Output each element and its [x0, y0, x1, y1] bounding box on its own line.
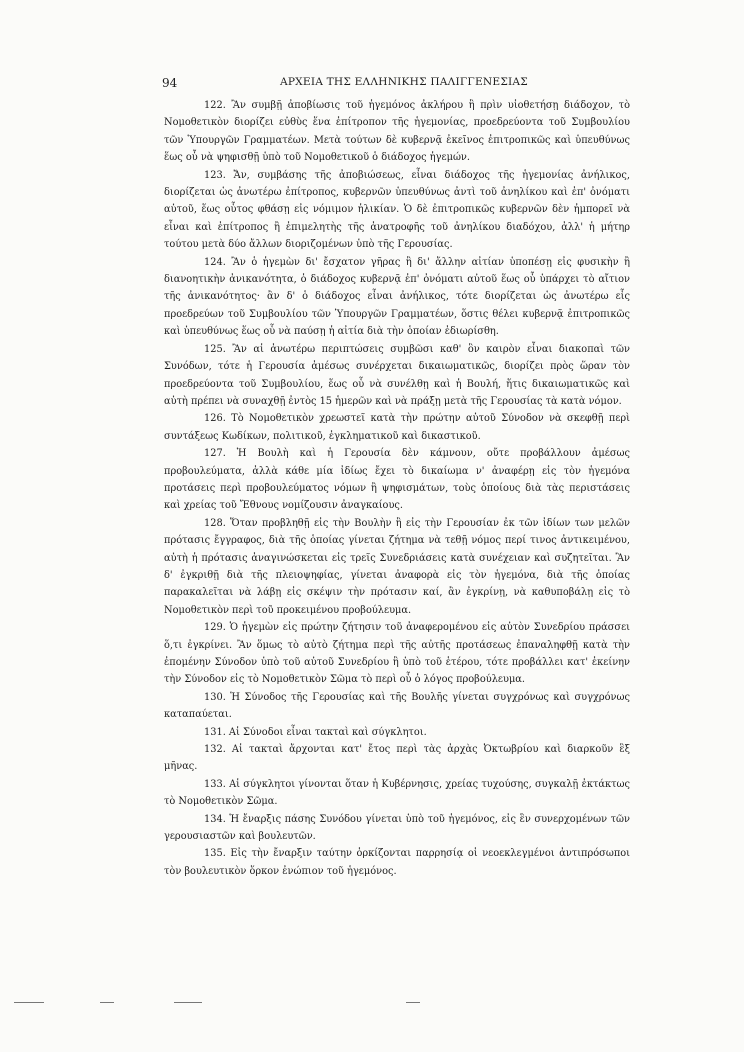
- paragraph-134: 134. Ἡ ἔναρξις πάσης Συνόδου γίνεται ὑπὸ τοῦ ἡγεμόνος, εἰς ἓν συνερχομένων τῶν γερουσιαστῶν καὶ βουλευτῶν.: [164, 813, 630, 843]
- running-title: ΑΡΧΕΙΑ ΤΗΣ ΕΛΛΗΝΙΚΗΣ ΠΑΛΙΓΓΕΝΕΣΙΑΣ: [280, 76, 528, 88]
- paragraph-126: 126. Τὸ Νομοθετικὸν χρεωστεῖ κατὰ τὴν πρώτην αὐτοῦ Σύνοδον νὰ σκεφθῇ περὶ συντάξεως Κωδίκων, πολιτικοῦ, ἐγκληματικοῦ καὶ δικαστικοῦ.: [164, 413, 630, 442]
- paragraph-123: 123. Ἄν, συμβάσης τῆς ἀποβιώσεως, εἶναι διάδοχος τῆς ἡγεμονίας ἀνήλικος, διορίζεται ὡς ἀνωτέρω ἐπίτροπος, κυβερνῶν ὑπευθύνως ἀντὶ τοῦ ἀνηλίκου καὶ ἐπ' ὀνόματι αὐτοῦ, ἕως οὗτος φθάσῃ εἰς νόμιμον ἡλικίαν. Ὁ δὲ ἐπιτροπικῶς κυβερνῶν δὲν ἠμπορεῖ νὰ εἶναι καὶ ἐπίτροπος ἢ ἐπιμελητὴς τῆς ἀνατροφῆς τοῦ ἀνηλίκου διαδόχου, ἀλλ' ἡ μήτηρ τούτου μετὰ δύο ἄλλων διοριζομένων ὑπὸ τῆς Γερουσίας.: [164, 169, 630, 251]
- paragraph-131: 131. Αἱ Σύνοδοι εἶναι τακταὶ καὶ σύγκλητοι.: [204, 726, 427, 738]
- paragraph-128: 128. Ὅταν προβληθῇ εἰς τὴν Βουλὴν ἢ εἰς τὴν Γερουσίαν ἐκ τῶν ἰδίων των μελῶν πρότασις ἔγγραφος, διὰ τῆς ὁποίας γίνεται ζήτημα νὰ τεθῇ νόμος περί τινος ἀντικειμένου, αὐτὴ ἡ πρότασις ἀναγινώσκεται εἰς τρεῖς Συνεδριάσεις κατὰ συνέχειαν καὶ συζητεῖται. Ἂν δ' ἐγκριθῇ διὰ τῆς πλειοψηφίας, γίνεται ἀναφορὰ εἰς τὸν ἡγεμόνα, διὰ τῆς ὁποίας παρακαλεῖται νὰ λάβῃ εἰς σκέψιν τὴν πρότασιν καί, ἂν ἐγκρίνῃ, νὰ καθυποβάλῃ εἰς τὸ Νομοθετικὸν περὶ τοῦ προκειμένου προβούλευμα.: [164, 517, 630, 616]
- paragraph-129: 129. Ὁ ἡγεμὼν εἰς πρώτην ζήτησιν τοῦ ἀναφερομένου εἰς αὐτὸν Συνεδρίου πράσσει ὅ,τι ἐγκρίνει. Ἂν ὅμως τὸ αὐτὸ ζήτημα περὶ τῆς αὐτῆς προτάσεως ἐπαναληφθῇ κατὰ τὴν ἐπομένην Σύνοδον ὑπὸ τοῦ αὐτοῦ Συνεδρίου ἢ ὑπὸ τοῦ ἑτέρου, τότε προβάλλει κατ' ἐκείνην τὴν Σύνοδον εἰς τὸ Νομοθετικὸν Σῶμα τὸ περὶ οὗ ὁ λόγος προβούλευμα.: [164, 622, 630, 686]
- scan-footer-marks: [0, 1002, 744, 1008]
- paragraph-135: 135. Εἰς τὴν ἔναρξιν ταύτην ὁρκίζονται παρρησίᾳ οἱ νεοεκλεγμένοι ἀντιπρόσωποι τὸν βουλευτικὸν ὅρκον ἐνώπιον τοῦ ἡγεμόνος.: [164, 848, 630, 877]
- body-text: [164, 97, 630, 880]
- paragraph-132: 132. Αἱ τακταὶ ἄρχονται κατ' ἔτος περὶ τὰς ἀρχὰς Ὀκτωβρίου καὶ διαρκοῦν ἓξ μῆνας.: [164, 744, 630, 773]
- page-header: [162, 76, 630, 94]
- paragraph-122: 122. Ἂν συμβῇ ἀποβίωσις τοῦ ἡγεμόνος ἀκλήρου ἢ πρὶν υἱοθετήσῃ διάδοχον, τὸ Νομοθετικὸν διορίζει εὐθὺς ἕνα ἐπίτροπον τῆς ἡγεμονίας, προεδρεύοντα τοῦ Συμβουλίου τῶν Ὑπουργῶν Γραμματέων. Μετὰ τούτων δὲ κυβερνᾷ ἐκεῖνος ἐπιτροπικῶς καὶ ὑπευθύνως ἕως οὗ νὰ ψηφισθῇ ὑπὸ τοῦ Νομοθετικοῦ ὁ διάδοχος ἡγεμών.: [164, 100, 630, 164]
- scan-mark: [174, 1002, 202, 1003]
- page-number: 94: [162, 76, 178, 90]
- paragraph-127: 127. Ἡ Βουλὴ καὶ ἡ Γερουσία δὲν κάμνουν, οὔτε προβάλλουν ἀμέσως προβουλεύματα, ἀλλὰ κάθε μία ἰδίως ἔχει τὸ δικαίωμα ν' ἀναφέρῃ εἰς τὸν ἡγεμόνα προτάσεις περὶ προβουλεύματος νόμων ἢ ψηφισμάτων, τοὺς ὁποίους διὰ τὰς περιστάσεις καὶ χρείας τοῦ Ἔθνους νομίζουσιν ἀναγκαίους.: [164, 448, 630, 512]
- paragraph-125: 125. Ἂν αἱ ἀνωτέρω περιπτώσεις συμβῶσι καθ' ὃν καιρὸν εἶναι διακοπαὶ τῶν Συνόδων, τότε ἡ Γερουσία ἀμέσως συνέρχεται δικαιωματικῶς, διορίζει πρὸς ὥραν τὸν προεδρεύοντα τοῦ Συμβουλίου, ἕως οὗ νὰ συνέλθῃ καὶ ἡ Βουλή, ἥτις δικαιωματικῶς καὶ αὐτὴ πρέπει νὰ συναχθῇ ἐντὸς 15 ἡμερῶν καὶ νὰ πράξῃ μετὰ τῆς Γερουσίας τὰ κατὰ νόμον.: [164, 343, 630, 407]
- scan-mark: [406, 1002, 420, 1003]
- paragraph-124: 124. Ἂν ὁ ἡγεμὼν δι' ἔσχατον γῆρας ἢ δι' ἄλλην αἰτίαν ὑποπέσῃ εἰς φυσικὴν ἢ διανοητικὴν ἀνικανότητα, ὁ διάδοχος κυβερνᾷ ἐπ' ὀνόματι αὐτοῦ ἕως οὗ ὑπάρχει τὸ αἴτιον τῆς ἀνικανότητος· ἂν δ' ὁ διάδοχος εἶναι ἀνήλικος, τότε διορίζεται ὡς ἀνωτέρω εἷς προεδρεύων τοῦ Συμβουλίου τῶν Ὑπουργῶν Γραμματέων, ὅστις θέλει κυβερνᾷ ἐπιτροπικῶς καὶ ὑπευθύνως ἕως οὗ νὰ παύσῃ ἡ αἰτία διὰ τὴν ὁποίαν ἐδιωρίσθη.: [164, 256, 630, 338]
- paragraph-130: 130. Ἡ Σύνοδος τῆς Γερουσίας καὶ τῆς Βουλῆς γίνεται συγχρόνως καὶ συγχρόνως καταπαύεται.: [164, 691, 630, 721]
- scan-mark: [100, 1002, 114, 1003]
- paragraph-133: 133. Αἱ σύγκλητοι γίνονται ὅταν ἡ Κυβέρνησις, χρείας τυχούσης, συγκαλῇ ἐκτάκτως τὸ Νομοθετικὸν Σῶμα.: [164, 778, 630, 808]
- scan-mark: [14, 1002, 44, 1003]
